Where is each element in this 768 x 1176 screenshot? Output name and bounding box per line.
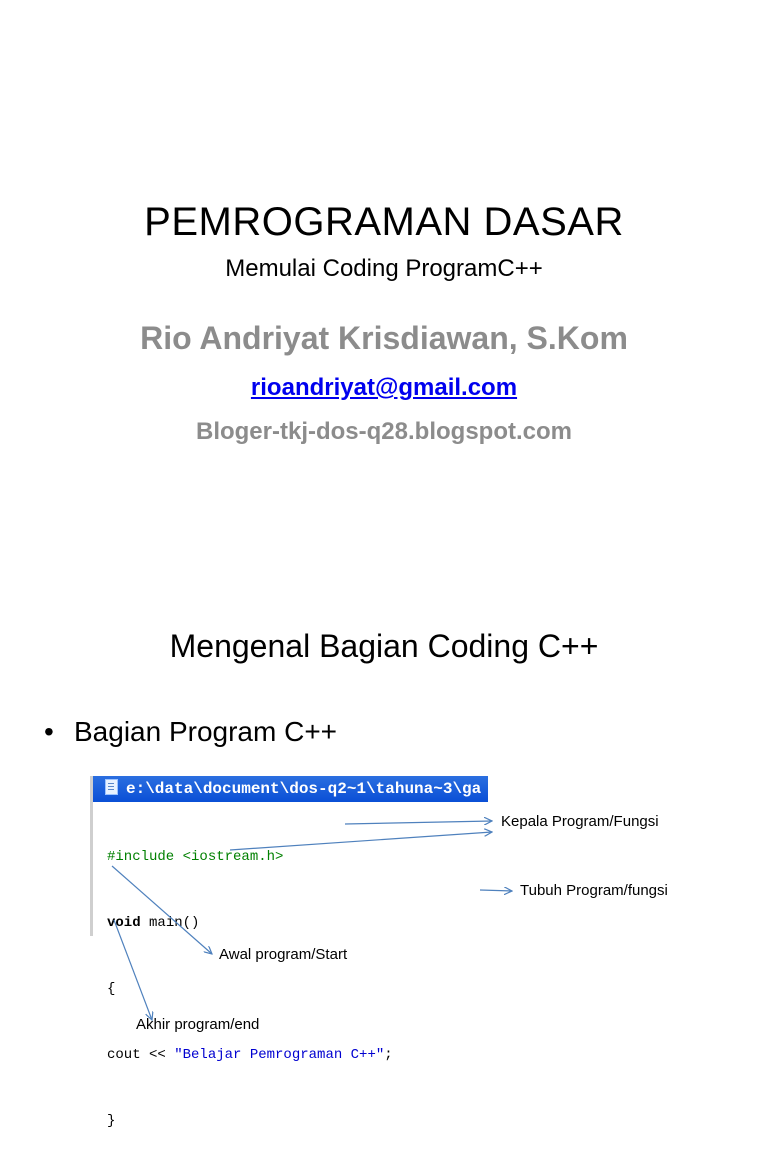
arrow-main	[230, 832, 492, 850]
annotation-arrows	[0, 576, 768, 1024]
close-brace: }	[107, 1113, 116, 1129]
content-slide	[0, 576, 768, 1129]
slide-heading: Mengenal Bagian Coding C++	[169, 628, 599, 664]
string-literal: "Belajar Pemrograman C++"	[174, 1047, 385, 1063]
arrow-include	[345, 821, 492, 824]
editor-title: e:\data\document\dos-q2~1\tahuna~3\ga	[126, 780, 482, 798]
code-line-close-brace	[107, 1110, 488, 1132]
bullet-text: Bagian Program C++	[74, 716, 338, 747]
void-keyword: void	[107, 915, 141, 931]
author-name: Rio Andriyat Krisdiawan, S.Kom	[140, 320, 628, 356]
arrow-close-brace	[114, 920, 152, 1020]
label-akhir-program: Akhir program/end	[136, 1016, 260, 1033]
label-awal-program: Awal program/Start	[219, 946, 348, 963]
code-line-cout	[107, 1044, 488, 1066]
blog-address: Bloger-tkj-dos-q28.blogspot.com	[195, 418, 572, 445]
label-tubuh-program: Tubuh Program/fungsi	[520, 882, 668, 899]
email-link[interactable]: rioandriyat@gmail.com	[250, 374, 518, 401]
bullet-dot: •	[44, 716, 54, 747]
include-directive: #include <iostream.h>	[107, 849, 284, 865]
open-brace: {	[107, 981, 116, 997]
semicolon: ;	[384, 1047, 393, 1063]
title-slide	[0, 0, 768, 576]
slide-title: PEMROGRAMAN DASAR	[144, 200, 624, 244]
slide-subtitle: Memulai Coding ProgramC++	[225, 255, 543, 282]
arrow-open-brace	[112, 866, 212, 954]
arrow-cout	[480, 890, 512, 891]
main-function: main()	[140, 915, 200, 931]
label-kepala-program: Kepala Program/Fungsi	[501, 813, 659, 830]
email-row	[0, 374, 768, 402]
cout-statement: cout <<	[107, 1047, 175, 1063]
